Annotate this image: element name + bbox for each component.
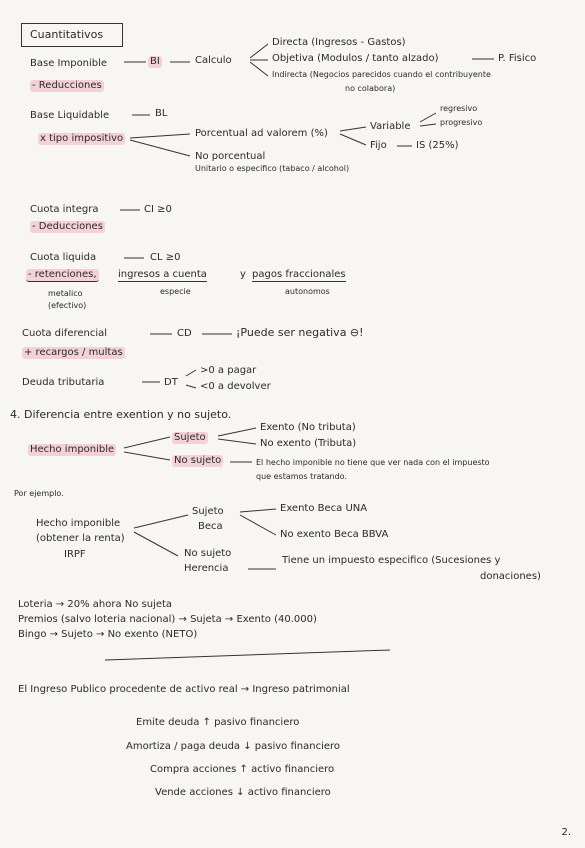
page-number: 2. (561, 827, 571, 838)
fijo-text: Fijo (370, 140, 387, 151)
ejemplo-sujeto: Sujeto (192, 506, 224, 517)
indirecta-text: Indirecta (Negocios parecidos cuando el contribuyente (272, 70, 491, 79)
cl-abbr: CL ≥0 (150, 252, 181, 263)
bl-label: Base Liquidable (30, 110, 110, 121)
loteria-line-3: Bingo → Sujeto → No exento (NETO) (18, 629, 198, 640)
emite-deuda: Emite deuda ↑ pasivo financiero (136, 717, 300, 728)
bl-abbr: BL (155, 108, 168, 119)
directa-text: Directa (Ingresos - Gastos) (272, 37, 406, 48)
deducciones-label: - Deducciones (32, 221, 103, 232)
indirecta-text-2: no colabora) (345, 84, 396, 93)
bi-abbr: BI (150, 56, 160, 67)
cd-note: ¡Puede ser negativa ⊖! (236, 326, 364, 339)
progresivo-text: progresivo (440, 118, 483, 127)
ingreso-line: El Ingreso Publico procedente de activo real → Ingreso patrimonial (18, 684, 350, 695)
advalorem-text: Porcentual ad valorem (%) (195, 128, 328, 139)
efectivo-text: (efectivo) (48, 301, 87, 310)
is-text: IS (25%) (416, 140, 459, 151)
recargos-text: + recargos / multas (24, 347, 123, 358)
ci-label: Cuota integra (30, 204, 99, 215)
elhecho-text-2: que estamos tratando. (256, 472, 347, 481)
compra-acciones: Compra acciones ↑ activo financiero (150, 764, 335, 775)
objetiva-text: Objetiva (Modulos / tanto alzado) (272, 53, 439, 64)
exento-text: Exento (No tributa) (260, 422, 356, 433)
regresivo-text: regresivo (440, 104, 478, 113)
ejemplo-exento-una: Exento Beca UNA (280, 503, 368, 514)
section-4-heading: 4. Diferencia entre exention y no sujeto. (10, 408, 232, 421)
autonomos-text: autonomos (285, 287, 330, 296)
ci-abbr: CI ≥0 (144, 204, 172, 215)
nosujeto-label: No sujeto (174, 455, 222, 466)
ejemplo-noexento-bbva: No exento Beca BBVA (280, 529, 389, 540)
ejemplo-nosujeto: No sujeto (184, 548, 232, 559)
ejemplo-hecho: Hecho imponible (36, 518, 121, 529)
noexento-text: No exento (Tributa) (260, 438, 357, 449)
dt-pagar: >0 a pagar (200, 365, 257, 376)
vende-acciones: Vende acciones ↓ activo financiero (155, 787, 331, 798)
tipo-impositivo: x tipo impositivo (40, 133, 124, 144)
hecho-imponible: Hecho imponible (30, 444, 115, 455)
sujeto-label: Sujeto (174, 432, 206, 443)
amortiza-deuda: Amortiza / paga deuda ↓ pasivo financiero (126, 741, 341, 752)
ejemplo-label: Por ejemplo. (14, 489, 64, 498)
cl-label: Cuota liquida (30, 252, 97, 263)
unitario-text: Unitario o especifico (tabaco / alcohol) (195, 164, 350, 173)
dt-devolver: <0 a devolver (200, 381, 271, 392)
ejemplo-obtener: (obtener la renta) (36, 533, 125, 544)
ejemplo-irpf: IRPF (64, 549, 86, 560)
variable-text: Variable (370, 121, 411, 132)
y-text: y (240, 269, 246, 280)
bi-label: Base Imponible (30, 58, 108, 69)
loteria-line-1: Loteria → 20% ahora No sujeta (18, 599, 173, 610)
pagos-fraccionales-text: pagos fraccionales (252, 269, 346, 280)
noporcentual-text: No porcentual (195, 151, 266, 162)
pfisico-text: P. Fisico (498, 53, 537, 64)
ejemplo-beca: Beca (198, 521, 223, 532)
dt-abbr: DT (164, 377, 178, 388)
loteria-line-2: Premios (salvo loteria nacional) → Sujeta → Exento (40.000) (18, 614, 317, 625)
ejemplo-donaciones: donaciones) (480, 571, 541, 582)
cd-abbr: CD (177, 328, 192, 339)
cd-label: Cuota diferencial (22, 328, 108, 339)
dt-label: Deuda tributaria (22, 377, 105, 388)
metalico-text: metalico (48, 289, 83, 298)
retenciones-text: - retenciones, (28, 269, 97, 280)
calculo-label: Calculo (195, 55, 232, 66)
ingresos-cuenta-text: ingresos a cuenta (118, 269, 207, 280)
especie-text: especie (160, 287, 191, 296)
elhecho-text: El hecho imponible no tiene que ver nada con el impuesto (256, 458, 490, 467)
ejemplo-herencia: Herencia (184, 563, 229, 574)
reducciones-label: - Reducciones (32, 80, 102, 91)
ejemplo-tiene: Tiene un impuesto especifico (Sucesiones y (282, 555, 501, 566)
section-title: Cuantitativos (30, 28, 104, 41)
